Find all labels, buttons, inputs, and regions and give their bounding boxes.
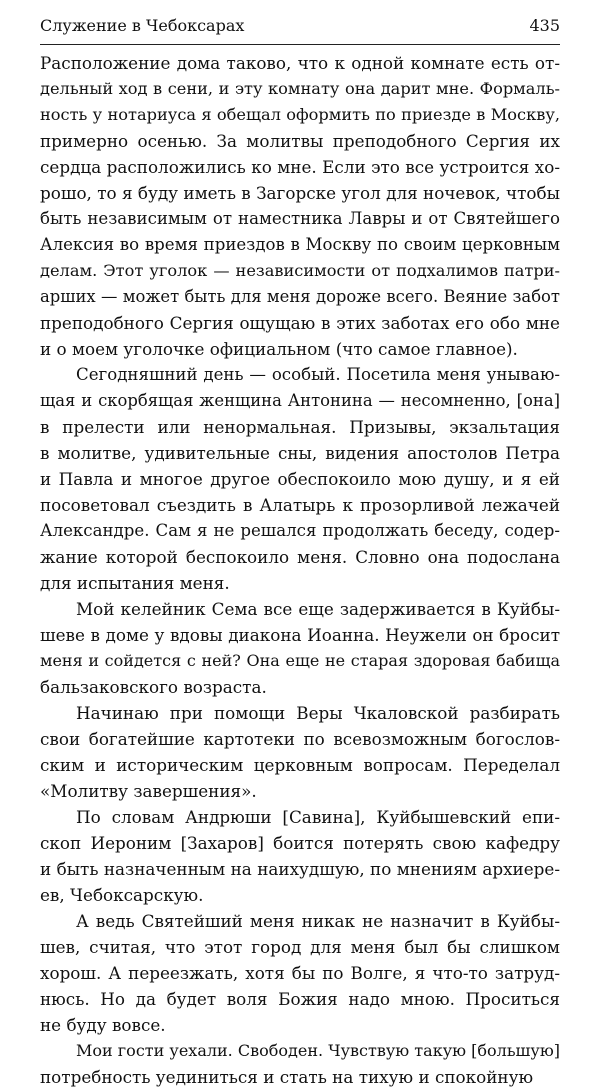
text-line: «Молитву завершения». <box>40 781 257 801</box>
text-line: Александре. Сам я не решался продолжать беседу, содер- <box>40 521 560 540</box>
text-line: меня и сойдется с ней? Она еще не старая здоровая бабища <box>40 651 560 670</box>
text-line: потребность уединиться и стать на тихую и спокойную <box>40 1067 534 1087</box>
header-divider <box>40 44 560 45</box>
text-line: Расположение дома таково, что к одной комнате есть от- <box>40 53 560 73</box>
text-line: А ведь Святейший меня никак не назначит в Куйбы- <box>76 911 560 931</box>
text-line: Алексия во время приездов в Москву по своим церковным <box>40 235 560 254</box>
text-line: преподобного Сергия ощущаю в этих заботах его обо мне <box>40 313 560 333</box>
paragraph <box>40 700 560 804</box>
text-line: и Павла и многое другое обеспокоило мою душу, и я ей <box>40 469 560 489</box>
text-line: бальзаковского возраста. <box>40 677 267 697</box>
text-line: сердца расположились ко мне. Если это все устроится хо- <box>40 157 560 177</box>
text-line: Мои гости уехали. Свободен. Чувствую такую [большую] <box>76 1041 560 1060</box>
text-line: примерно осенью. За молитвы преподобного Сергия их <box>40 131 560 151</box>
text-line: в прелести или ненормальная. Призывы, экзальтация <box>40 417 560 437</box>
text-line: Мой келейник Сема все еще задерживается в Куйбы- <box>76 599 560 619</box>
text-line: посоветовал съездить в Алатырь к прозорливой лежачей <box>40 495 560 515</box>
text-line: свои богатейшие картотеки по всевозможным богослов- <box>40 729 560 749</box>
body-text <box>40 50 560 1090</box>
paragraph <box>40 362 560 596</box>
text-line: шев, считая, что этот город для меня был бы слишком <box>40 937 560 957</box>
text-line: рошо, то я буду иметь в Загорске угол для ночевок, чтобы <box>40 183 560 203</box>
text-line: ским и историческим церковным вопросам. Переделал <box>40 755 560 775</box>
text-line: и о моем уголочке официальном (что самое главное). <box>40 339 518 359</box>
text-line: Начинаю при помощи Веры Чкаловской разбирать <box>76 703 560 723</box>
text-line: Сегодняшний день — особый. Посетила меня унываю- <box>76 365 560 384</box>
running-header-title: Служение в Чебоксарах <box>40 16 245 35</box>
text-line: щая и скорбящая женщина Антонина — несомненно, [она] <box>40 391 560 410</box>
paragraph <box>40 596 560 700</box>
text-line: По словам Андрюши [Савина], Куйбышевский епи- <box>76 807 560 827</box>
paragraph <box>40 1038 560 1090</box>
text-line: скоп Иероним [Захаров] боится потерять свою кафедру <box>40 833 560 853</box>
text-line: ев, Чебоксарскую. <box>40 885 204 905</box>
text-line: в молитве, удивительные сны, видения апостолов Петра <box>40 443 560 463</box>
text-line: не буду вовсе. <box>40 1015 166 1035</box>
paragraph <box>40 908 560 1038</box>
text-line: нюсь. Но да будет воля Божия надо мною. Проситься <box>40 989 560 1009</box>
text-line: шеве в доме у вдовы диакона Иоанна. Неужели он бросит <box>40 625 560 645</box>
text-line: для испытания меня. <box>40 573 230 593</box>
text-line: ность у нотариуса я обещал оформить по приезде в Москву, <box>40 105 560 124</box>
text-line: жание которой беспокоило меня. Словно она подослана <box>40 547 560 567</box>
paragraph <box>40 50 560 362</box>
text-line: делам. Этот уголок — независимости от подхалимов патри- <box>40 261 560 280</box>
text-line: дельный ход в сени, и эту комнату она дарит мне. Формаль- <box>40 79 560 98</box>
text-line: быть независимым от наместника Лавры и от Святейшего <box>40 209 560 228</box>
page-number: 435 <box>529 16 560 35</box>
text-line: арших — может быть для меня дороже всего. Веяние забот <box>40 287 560 306</box>
paragraph <box>40 804 560 908</box>
text-line: хорош. А переезжать, хотя бы по Волге, я что-то затруд- <box>40 963 560 983</box>
text-line: и быть назначенным на наихудшую, по мнениям архиере- <box>40 859 560 879</box>
